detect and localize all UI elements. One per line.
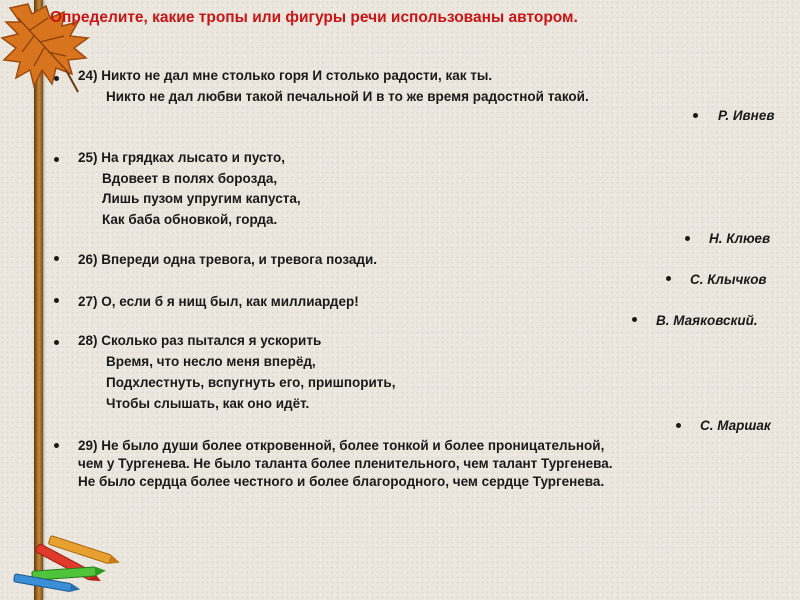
crayons-icon (10, 528, 125, 593)
item-28-line-3: Подхлестнуть, вспугнуть его, пришпорить, (106, 375, 396, 390)
bullet (54, 443, 59, 448)
item-29-line-3: Не было сердца более честного и более благородного, чем сердце Тургенева. (78, 474, 605, 489)
bullet (54, 157, 59, 162)
bullet (54, 340, 59, 345)
item-27-author: В. Маяковский. (656, 313, 758, 328)
item-26-line-1: 26) Впереди одна тревога, и тревога позади. (78, 252, 378, 267)
bullet (693, 113, 698, 118)
item-24-line-2: Никто не дал любви такой печальной И в то же время радостной такой. (106, 89, 589, 104)
item-29-line-2: чем у Тургенева. Не было таланта более пленительного, чем талант Тургенева. (78, 456, 613, 471)
bullet (685, 236, 690, 241)
item-24-author: Р. Ивнев (718, 108, 775, 123)
item-28-line-1: 28) Сколько раз пытался я ускорить (78, 333, 322, 348)
bullet (54, 76, 59, 81)
item-28-line-4: Чтобы слышать, как оно идёт. (106, 396, 310, 411)
bullet (54, 256, 59, 261)
bullet (54, 298, 59, 303)
item-25-line-2: Вдовеет в полях борозда, (102, 171, 278, 186)
slide-title: Определите, какие тропы или фигуры речи использованы автором. (50, 9, 578, 26)
item-25-line-3: Лишь пузом упругим капуста, (102, 191, 301, 206)
item-27-line-1: 27) О, если б я нищ был, как миллиардер! (78, 294, 359, 309)
item-24-line-1: 24) Никто не дал мне столько горя И столько радости, как ты. (78, 68, 493, 83)
item-25-line-4: Как баба обновкой, горда. (102, 212, 278, 227)
item-28-author: С. Маршак (700, 418, 771, 433)
bullet (666, 276, 671, 281)
item-25-line-1: 25) На грядках лысато и пусто, (78, 150, 285, 165)
item-26-author: С. Клычков (690, 272, 767, 287)
item-29-line-1: 29) Не было души более откровенной, более тонкой и более проницательной, (78, 438, 605, 453)
item-28-line-2: Время, что несло меня вперёд, (106, 354, 316, 369)
item-25-author: Н. Клюев (709, 231, 771, 246)
bullet (632, 317, 637, 322)
bullet (676, 423, 681, 428)
